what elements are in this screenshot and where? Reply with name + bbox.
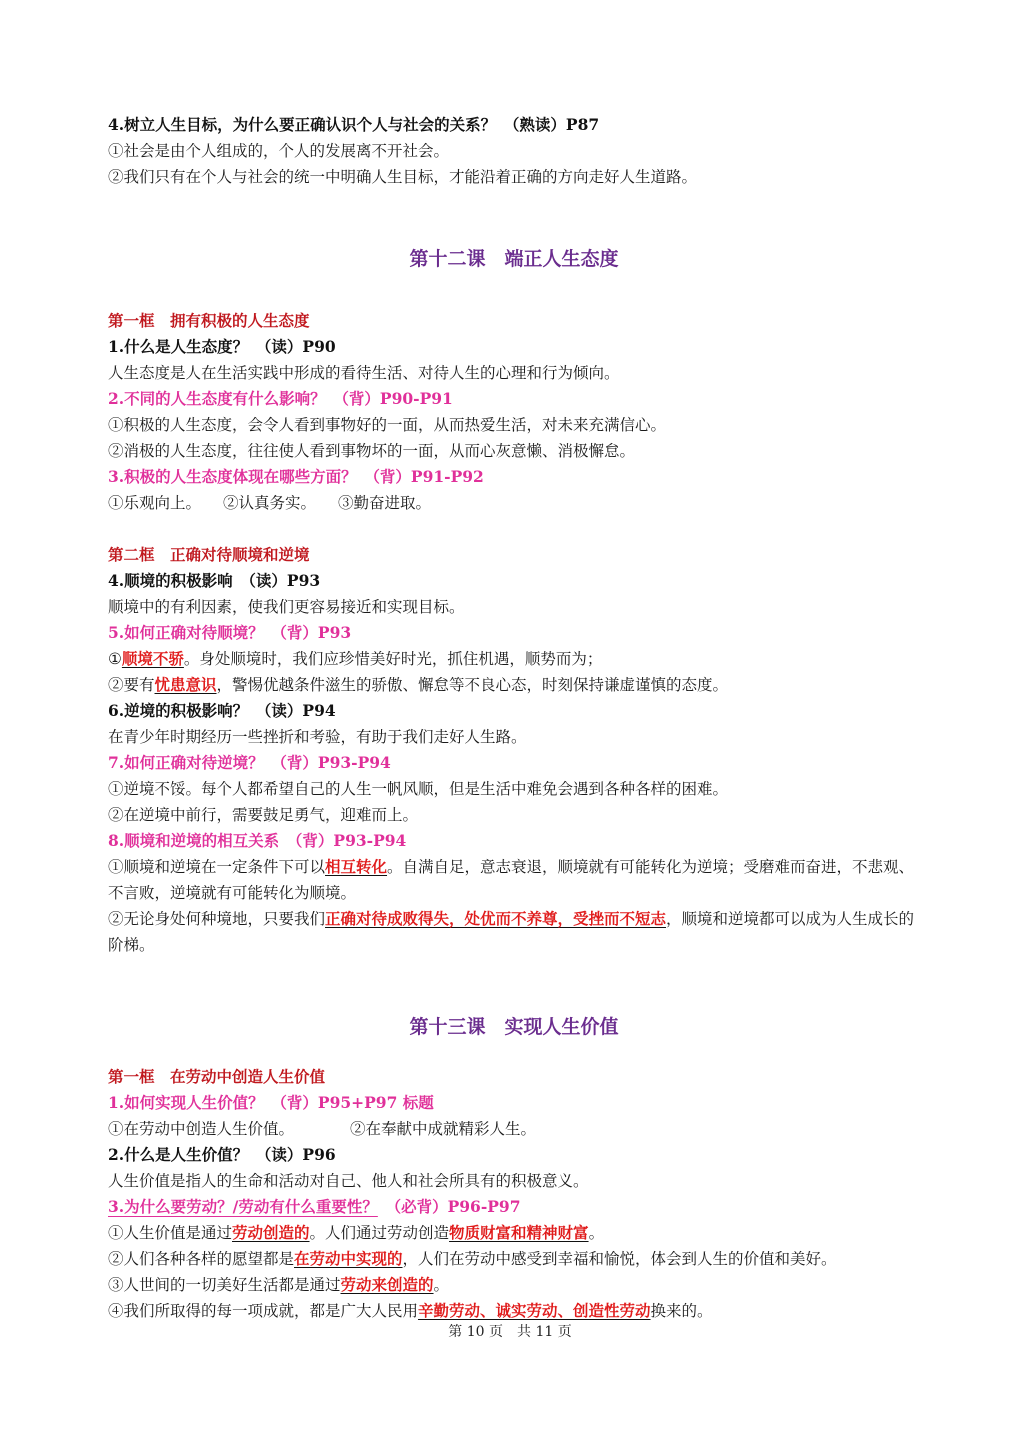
answer-line: ②消极的人生态度，往往使人看到事物坏的一面，从而心灰意懒、消极懈怠。: [108, 442, 636, 460]
answer-line: [108, 906, 920, 958]
answer-text: ②要有: [108, 676, 155, 694]
answer-line: ②我们只有在个人与社会的统一中明确人生目标，才能沿着正确的方向走好人生道路。: [108, 168, 698, 186]
lesson-title: 第十三课 实现人生价值: [409, 1016, 619, 1038]
question-heading-key: 7.如何正确对待逆境？ （背）P93-P94: [108, 753, 391, 772]
answer-text: ①人生价值是通过: [108, 1224, 233, 1242]
question-heading-key: 5.如何正确对待顺境？ （背）P93: [108, 623, 352, 642]
key-phrase: 顺境不骄: [121, 649, 184, 668]
question-heading-key: 8.顺境和逆境的相互关系 （背）P93-P94: [108, 831, 407, 850]
question-heading-key: 1.如何实现人生价值？ （背）P95+P97 标题: [108, 1093, 434, 1112]
question-heading: 4.树立人生目标，为什么要正确认识个人与社会的关系？ （熟读）P87: [108, 115, 600, 134]
answer-text: 换来的。: [650, 1302, 713, 1320]
answer-line: 人生态度是人在生活实践中形成的看待生活、对待人生的心理和行为倾向。: [108, 364, 620, 382]
question-heading: 2.什么是人生价值？ （读）P96: [108, 1145, 336, 1164]
question-heading: 6.逆境的积极影响？ （读）P94: [108, 701, 336, 720]
answer-line: [108, 672, 920, 698]
answer-item: ②认真务实。: [223, 494, 317, 512]
question-heading-key: 2.不同的人生态度有什么影响？ （背）P90-P91: [108, 389, 453, 408]
key-phrase: 物质财富和精神财富: [449, 1223, 589, 1242]
question-heading: 1.什么是人生态度？ （读）P90: [108, 337, 336, 356]
question-text: 3.为什么要劳动？/劳动有什么重要性？: [108, 1197, 378, 1216]
answer-text: 。自满自足，意志衰退，顺境就有可能转化为逆境；受磨难而奋进，不悲观、不言败，逆境就有可能转化为顺境。: [108, 858, 915, 902]
answer-item: ①乐观向上。: [108, 494, 202, 512]
frame-title: 第一框 拥有积极的人生态度: [108, 311, 310, 330]
document-page: [108, 112, 920, 1324]
answer-text: ，警惕优越条件滋生的骄傲、懈怠等不良心态，时刻保持谦虚谨慎的态度。: [216, 676, 729, 694]
answer-line: [108, 646, 920, 672]
answer-line: [108, 1272, 920, 1298]
answer-line: [108, 854, 920, 906]
answer-text: ①: [108, 650, 122, 668]
key-phrase: 在劳动中实现的: [294, 1249, 403, 1268]
answer-text: ①顺境和逆境在一定条件下可以: [108, 858, 326, 876]
key-phrase: 劳动来创造的: [340, 1275, 434, 1294]
answer-text: ②人们各种各样的愿望都是: [108, 1250, 295, 1268]
answer-line: [108, 1246, 920, 1272]
frame-title: 第一框 在劳动中创造人生价值: [108, 1067, 326, 1086]
answer-item: ③勤奋进取。: [338, 494, 432, 512]
question-heading-key: 3.积极的人生态度体现在哪些方面？ （背）P91-P92: [108, 467, 484, 486]
key-phrase: 劳动创造的: [232, 1223, 310, 1242]
answer-text: ③人世间的一切美好生活都是通过: [108, 1276, 341, 1294]
answer-line: ①社会是由个人组成的，个人的发展离不开社会。: [108, 142, 450, 160]
answer-line: ①逆境不馁。每个人都希望自己的人生一帆风顺，但是生活中难免会遇到各种各样的困难。: [108, 780, 729, 798]
question-heading-key: [108, 1194, 920, 1220]
answer-text: 。人们通过劳动创造: [309, 1224, 450, 1242]
key-phrase: 辛勤劳动、诚实劳动、创造性劳动: [418, 1301, 651, 1320]
answer-text: ④我们所取得的每一项成就，都是广大人民用: [108, 1302, 419, 1320]
answer-line: [108, 1116, 920, 1142]
answer-item: ①在劳动中创造人生价值。: [108, 1120, 295, 1138]
lesson-title: 第十二课 端正人生态度: [409, 248, 619, 270]
key-phrase: 正确对待成败得失，处优而不养尊，受挫而不短志: [325, 909, 667, 928]
answer-line: ①积极的人生态度，会令人看到事物好的一面，从而热爱生活，对未来充满信心。: [108, 416, 667, 434]
answer-text: ，人们在劳动中感受到幸福和愉悦，体会到人生的价值和美好。: [402, 1250, 837, 1268]
frame-title: 第二框 正确对待顺境和逆境: [108, 545, 310, 564]
page-footer: 第 10 页 共 11 页: [448, 1324, 572, 1340]
answer-line: 人生价值是指人的生命和活动对自己、他人和社会所具有的积极意义。: [108, 1172, 589, 1190]
key-phrase: 忧患意识: [154, 675, 217, 694]
answer-text: 。身处顺境时，我们应珍惜美好时光，抓住机遇，顺势而为；: [183, 650, 603, 668]
answer-text: ，顺境和逆境都可以成为人生成长的阶梯。: [108, 910, 915, 954]
answer-line: [108, 1220, 920, 1246]
answer-line: 顺境中的有利因素，使我们更容易接近和实现目标。: [108, 598, 465, 616]
answer-text: 。: [433, 1276, 450, 1294]
key-phrase: 相互转化: [325, 857, 388, 876]
answer-item: ②在奉献中成就精彩人生。: [350, 1120, 537, 1138]
answer-line: [108, 490, 920, 516]
answer-line: 在青少年时期经历一些挫折和考验，有助于我们走好人生路。: [108, 728, 527, 746]
answer-text: 。: [588, 1224, 605, 1242]
question-heading: 4.顺境的积极影响 （读）P93: [108, 571, 321, 590]
answer-line: ②在逆境中前行，需要鼓足勇气，迎难而上。: [108, 806, 419, 824]
question-tag: （必背）P96-P97: [393, 1197, 521, 1216]
answer-text: ②无论身处何种境地，只要我们: [108, 910, 326, 928]
